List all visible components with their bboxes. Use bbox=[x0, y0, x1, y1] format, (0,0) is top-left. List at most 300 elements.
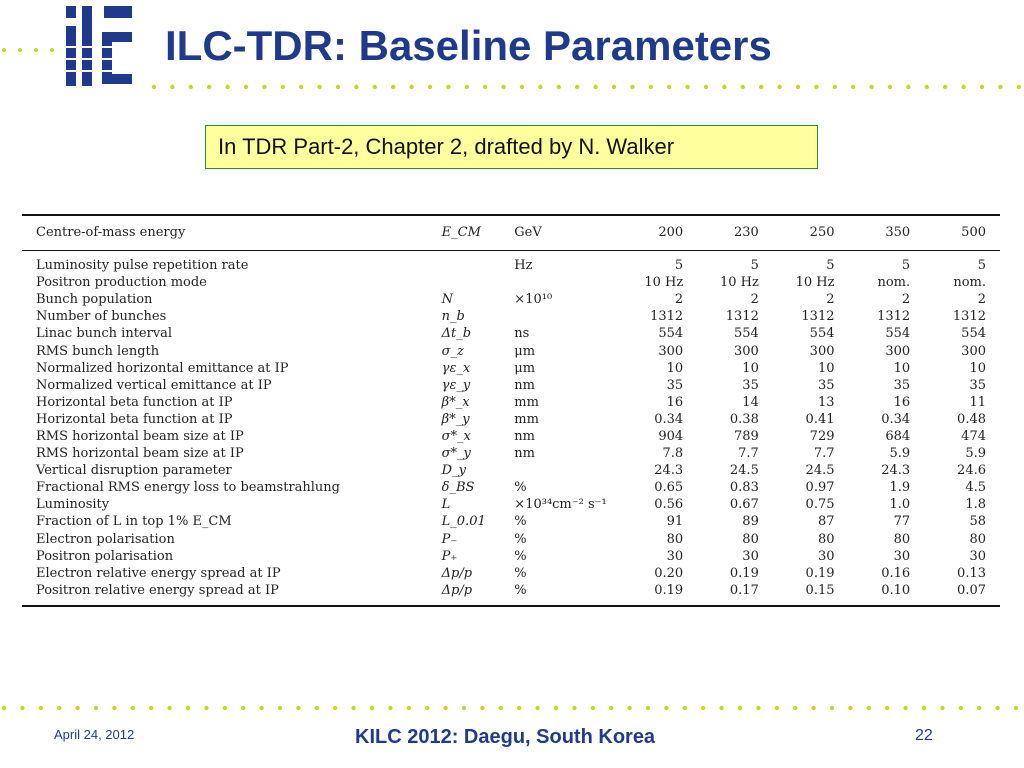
param-value: 4.5 bbox=[965, 480, 986, 496]
param-value: 35 bbox=[666, 377, 684, 393]
table-row bbox=[22, 257, 1000, 274]
param-name: Positron relative energy spread at IP bbox=[36, 582, 279, 598]
param-unit: ×10³⁴cm⁻² s⁻¹ bbox=[514, 497, 607, 513]
param-value: 5 bbox=[901, 258, 911, 274]
param-value: 24.3 bbox=[654, 463, 684, 479]
param-value: 0.19 bbox=[805, 565, 835, 581]
param-value: 24.5 bbox=[729, 463, 759, 479]
dots-decoration bbox=[0, 704, 1024, 712]
param-value: 0.67 bbox=[729, 497, 759, 513]
param-unit: μm bbox=[514, 343, 536, 359]
param-value: 7.8 bbox=[662, 446, 684, 462]
dot bbox=[557, 85, 561, 89]
param-value: 58 bbox=[969, 514, 986, 530]
dot bbox=[2, 706, 6, 710]
param-unit bbox=[514, 308, 607, 325]
param-unit: ×10¹⁰ bbox=[514, 292, 553, 308]
dot bbox=[903, 706, 907, 710]
dot bbox=[867, 706, 871, 710]
dot bbox=[223, 706, 227, 710]
param-symbol: Δp/p bbox=[441, 582, 473, 598]
dot bbox=[94, 706, 98, 710]
param-symbol: σ*_x bbox=[441, 428, 471, 444]
param-value: 0.34 bbox=[881, 411, 911, 427]
param-value: 10 bbox=[817, 360, 835, 376]
dot bbox=[501, 85, 505, 89]
param-name: Fractional RMS energy loss to beamstrahlung bbox=[36, 480, 340, 496]
param-value: 0.41 bbox=[805, 411, 835, 427]
dot bbox=[112, 706, 116, 710]
dot bbox=[1014, 706, 1018, 710]
dot bbox=[925, 85, 929, 89]
param-value: 2 bbox=[977, 292, 986, 308]
dot bbox=[683, 706, 687, 710]
param-value: 1312 bbox=[877, 309, 911, 325]
param-unit: mm bbox=[514, 411, 539, 427]
param-value: nom. bbox=[953, 275, 986, 291]
param-value: 10 bbox=[666, 360, 684, 376]
dot bbox=[388, 706, 392, 710]
dot bbox=[262, 85, 266, 89]
header-value: 200 bbox=[658, 225, 684, 240]
source-note: In TDR Part-2, Chapter 2, drafted by N. Walker bbox=[218, 134, 675, 159]
param-symbol: σ*_y bbox=[441, 446, 471, 462]
footer-dots bbox=[0, 704, 1024, 712]
param-value: 0.65 bbox=[654, 480, 684, 496]
param-value: 10 Hz bbox=[644, 275, 684, 291]
param-unit: % bbox=[514, 480, 527, 496]
param-value: 14 bbox=[742, 394, 759, 410]
table-row bbox=[22, 531, 1000, 548]
param-value: 0.15 bbox=[805, 582, 835, 598]
param-value: 24.5 bbox=[805, 463, 835, 479]
param-name: Number of bunches bbox=[36, 309, 167, 325]
param-unit: % bbox=[514, 582, 527, 598]
dot bbox=[465, 85, 469, 89]
top-left-dots bbox=[0, 46, 60, 54]
param-value: 2 bbox=[826, 292, 835, 308]
dot bbox=[943, 85, 947, 89]
param-value: 0.20 bbox=[654, 565, 684, 581]
param-value: 5.9 bbox=[965, 446, 986, 462]
dot bbox=[704, 85, 708, 89]
dot bbox=[189, 85, 193, 89]
param-value: 0.17 bbox=[729, 582, 759, 598]
dot bbox=[428, 85, 432, 89]
dot bbox=[207, 85, 211, 89]
dot bbox=[391, 85, 395, 89]
param-value: 554 bbox=[961, 326, 986, 342]
dot bbox=[738, 706, 742, 710]
dot bbox=[833, 85, 837, 89]
param-value: 554 bbox=[885, 326, 911, 342]
dot bbox=[296, 706, 300, 710]
dot bbox=[167, 706, 171, 710]
param-name: Electron polarisation bbox=[36, 531, 175, 547]
param-value: 80 bbox=[969, 531, 986, 547]
dot bbox=[888, 85, 892, 89]
param-name: Luminosity pulse repetition rate bbox=[36, 258, 249, 274]
param-unit: nm bbox=[514, 377, 535, 393]
param-value: 30 bbox=[742, 548, 759, 564]
param-symbol: δ_BS bbox=[441, 480, 475, 496]
param-value: 80 bbox=[666, 531, 684, 547]
param-symbol: β*_y bbox=[441, 411, 470, 427]
dot bbox=[170, 85, 174, 89]
param-name: Positron polarisation bbox=[36, 548, 174, 564]
param-value: 2 bbox=[750, 292, 759, 308]
dot bbox=[278, 706, 282, 710]
table-row bbox=[22, 445, 1000, 462]
table-gap-row bbox=[22, 599, 1000, 605]
dot bbox=[572, 706, 576, 710]
param-value: 2 bbox=[901, 292, 911, 308]
param-symbol: P₋ bbox=[441, 531, 458, 547]
param-value: 1312 bbox=[952, 309, 986, 325]
source-note-box bbox=[205, 125, 818, 169]
param-symbol: L bbox=[441, 497, 451, 513]
param-value: 300 bbox=[809, 343, 835, 359]
param-value: 5 bbox=[826, 258, 835, 274]
param-value: 729 bbox=[809, 428, 835, 444]
dot bbox=[649, 85, 653, 89]
param-value: 1.0 bbox=[889, 497, 911, 513]
dot bbox=[959, 706, 963, 710]
dot bbox=[940, 706, 944, 710]
dot bbox=[796, 85, 800, 89]
param-name: Luminosity bbox=[36, 497, 110, 513]
dot bbox=[851, 85, 855, 89]
param-value: 1312 bbox=[801, 309, 835, 325]
dots-decoration bbox=[0, 46, 60, 54]
header-value: 250 bbox=[809, 225, 835, 240]
dot bbox=[777, 85, 781, 89]
dot bbox=[591, 706, 595, 710]
dot bbox=[793, 706, 797, 710]
table-row bbox=[22, 291, 1000, 308]
param-value: 0.10 bbox=[881, 582, 911, 598]
param-unit: ns bbox=[514, 326, 530, 342]
param-value: 2 bbox=[674, 292, 684, 308]
table-row bbox=[22, 513, 1000, 530]
dot bbox=[756, 706, 760, 710]
param-name: Horizontal beta function at IP bbox=[36, 394, 233, 410]
param-unit: mm bbox=[514, 394, 539, 410]
dot bbox=[998, 85, 1002, 89]
dot bbox=[462, 706, 466, 710]
dot bbox=[39, 706, 43, 710]
dot bbox=[20, 706, 24, 710]
param-value: 30 bbox=[817, 548, 835, 564]
param-value: 91 bbox=[666, 514, 684, 530]
dot bbox=[775, 706, 779, 710]
dot bbox=[627, 706, 631, 710]
dot bbox=[480, 706, 484, 710]
param-value: 0.97 bbox=[805, 480, 835, 496]
dot bbox=[722, 85, 726, 89]
param-value: 35 bbox=[742, 377, 759, 393]
dot bbox=[259, 706, 263, 710]
param-value: 77 bbox=[893, 514, 911, 530]
table-row bbox=[22, 496, 1000, 513]
dot bbox=[646, 706, 650, 710]
param-value: nom. bbox=[877, 275, 911, 291]
param-value: 30 bbox=[893, 548, 911, 564]
dot bbox=[409, 85, 413, 89]
dot bbox=[373, 85, 377, 89]
dot bbox=[149, 706, 153, 710]
dot bbox=[204, 706, 208, 710]
param-name: Normalized horizontal emittance at IP bbox=[36, 360, 289, 376]
param-value: 10 bbox=[969, 360, 986, 376]
dot bbox=[520, 85, 524, 89]
dot bbox=[1017, 85, 1021, 89]
dot bbox=[75, 706, 79, 710]
param-value: 554 bbox=[809, 326, 835, 342]
table-row bbox=[22, 479, 1000, 496]
param-value: 35 bbox=[969, 377, 986, 393]
dot bbox=[186, 706, 190, 710]
dot bbox=[612, 85, 616, 89]
header-value: 350 bbox=[885, 225, 911, 240]
dot bbox=[848, 706, 852, 710]
param-value: 10 Hz bbox=[719, 275, 759, 291]
param-value: 7.7 bbox=[813, 446, 835, 462]
dot bbox=[759, 85, 763, 89]
dot bbox=[575, 85, 579, 89]
dot bbox=[299, 85, 303, 89]
param-symbol: N bbox=[441, 292, 454, 308]
param-name: Bunch population bbox=[36, 292, 153, 308]
param-value: 300 bbox=[734, 343, 759, 359]
dot bbox=[152, 85, 156, 89]
dot bbox=[685, 85, 689, 89]
dot bbox=[961, 85, 965, 89]
param-value: 300 bbox=[961, 343, 986, 359]
dot bbox=[317, 85, 321, 89]
dot bbox=[407, 706, 411, 710]
param-symbol: L_0.01 bbox=[441, 514, 486, 530]
param-value: 0.07 bbox=[957, 582, 986, 598]
ilc-logo-icon bbox=[62, 2, 142, 90]
dot bbox=[333, 706, 337, 710]
param-unit: % bbox=[514, 565, 527, 581]
param-value: 300 bbox=[658, 343, 684, 359]
param-value: 16 bbox=[893, 394, 911, 410]
param-value: 24.3 bbox=[881, 463, 911, 479]
dot bbox=[609, 706, 613, 710]
table-row bbox=[22, 308, 1000, 325]
table-row bbox=[22, 342, 1000, 359]
dot bbox=[281, 85, 285, 89]
dot bbox=[517, 706, 521, 710]
param-value: 789 bbox=[734, 428, 759, 444]
table-row bbox=[22, 274, 1000, 291]
table-row bbox=[22, 548, 1000, 565]
param-value: 11 bbox=[969, 394, 986, 410]
param-value: 474 bbox=[961, 428, 986, 444]
dot bbox=[922, 706, 926, 710]
dot bbox=[446, 85, 450, 89]
dots-decoration bbox=[150, 83, 1024, 91]
param-unit: nm bbox=[514, 428, 535, 444]
param-value: 1.8 bbox=[965, 497, 986, 513]
footer-event: KILC 2012: Daegu, South Korea bbox=[355, 726, 656, 748]
dot bbox=[995, 706, 999, 710]
header-name: Centre-of-mass energy bbox=[36, 225, 186, 240]
header-value: 500 bbox=[961, 225, 986, 240]
param-name: Electron relative energy spread at IP bbox=[36, 565, 281, 581]
param-value: 0.56 bbox=[654, 497, 684, 513]
param-value: 904 bbox=[658, 428, 684, 444]
dot bbox=[244, 85, 248, 89]
dot bbox=[538, 85, 542, 89]
param-value: 80 bbox=[817, 531, 835, 547]
param-value: 89 bbox=[742, 514, 759, 530]
dot bbox=[370, 706, 374, 710]
param-value: 0.38 bbox=[729, 411, 759, 427]
param-value: 24.6 bbox=[957, 463, 986, 479]
title-underline-dots bbox=[150, 83, 1024, 91]
param-value: 10 bbox=[742, 360, 759, 376]
dot bbox=[483, 85, 487, 89]
param-unit bbox=[514, 274, 607, 291]
dot bbox=[554, 706, 558, 710]
param-value: 35 bbox=[893, 377, 911, 393]
param-value: 13 bbox=[817, 394, 835, 410]
table-row bbox=[22, 394, 1000, 411]
param-symbol: Δp/p bbox=[441, 565, 473, 581]
param-value: 1.9 bbox=[889, 480, 911, 496]
footer-date: April 24, 2012 bbox=[54, 727, 135, 742]
param-name: RMS horizontal beam size at IP bbox=[36, 428, 244, 444]
param-value: 300 bbox=[885, 343, 911, 359]
param-value: 5 bbox=[674, 258, 684, 274]
param-value: 10 Hz bbox=[795, 275, 835, 291]
table-header-row bbox=[22, 216, 1000, 251]
dot bbox=[741, 85, 745, 89]
param-symbol: Δt_b bbox=[441, 326, 472, 342]
table-row bbox=[22, 360, 1000, 377]
param-value: 87 bbox=[817, 514, 835, 530]
param-value: 5.9 bbox=[889, 446, 911, 462]
param-value: 1312 bbox=[650, 309, 684, 325]
table-row bbox=[22, 582, 1000, 599]
param-value: 0.75 bbox=[805, 497, 835, 513]
header-unit: GeV bbox=[514, 225, 542, 240]
param-unit: % bbox=[514, 514, 527, 530]
param-value: 80 bbox=[742, 531, 759, 547]
dot bbox=[814, 85, 818, 89]
param-unit: % bbox=[514, 531, 527, 547]
table-row bbox=[22, 428, 1000, 445]
table-row bbox=[22, 462, 1000, 479]
dot bbox=[351, 706, 355, 710]
param-value: 0.34 bbox=[654, 411, 684, 427]
dot bbox=[664, 706, 668, 710]
param-value: 10 bbox=[893, 360, 911, 376]
dot bbox=[701, 706, 705, 710]
param-value: 684 bbox=[885, 428, 911, 444]
param-symbol: D_y bbox=[441, 463, 466, 479]
param-value: 80 bbox=[893, 531, 911, 547]
param-value: 30 bbox=[666, 548, 684, 564]
dot bbox=[315, 706, 319, 710]
param-name: Horizontal beta function at IP bbox=[36, 411, 233, 427]
param-value: 5 bbox=[977, 258, 986, 274]
param-unit: Hz bbox=[514, 258, 533, 274]
param-name: Linac bunch interval bbox=[36, 326, 173, 342]
dot bbox=[131, 706, 135, 710]
param-name: RMS bunch length bbox=[36, 343, 160, 359]
param-name: Vertical disruption parameter bbox=[36, 463, 232, 479]
param-value: 554 bbox=[658, 326, 684, 342]
page-number: 22 bbox=[915, 727, 933, 744]
dot bbox=[885, 706, 889, 710]
dot bbox=[443, 706, 447, 710]
param-symbol: γε_x bbox=[441, 360, 471, 376]
param-value: 1312 bbox=[725, 309, 759, 325]
param-symbol: P₊ bbox=[441, 548, 458, 564]
header-symbol: E_CM bbox=[441, 225, 481, 240]
dot bbox=[977, 706, 981, 710]
param-unit: nm bbox=[514, 446, 535, 462]
param-name: Normalized vertical emittance at IP bbox=[36, 377, 272, 393]
param-value: 554 bbox=[734, 326, 759, 342]
slide-title: ILC-TDR: Baseline Parameters bbox=[165, 22, 772, 69]
dot bbox=[225, 85, 229, 89]
dot bbox=[593, 85, 597, 89]
dot bbox=[630, 85, 634, 89]
param-symbol: β*_x bbox=[441, 394, 470, 410]
param-name: Fraction of L in top 1% E_CM bbox=[36, 514, 232, 530]
param-unit: μm bbox=[514, 360, 536, 376]
param-value: 0.16 bbox=[881, 565, 911, 581]
param-value: 0.19 bbox=[654, 582, 684, 598]
param-value: 0.19 bbox=[729, 565, 759, 581]
dot bbox=[830, 706, 834, 710]
param-value: 0.83 bbox=[729, 480, 759, 496]
table-row bbox=[22, 565, 1000, 582]
param-unit bbox=[514, 462, 607, 479]
param-value: 16 bbox=[666, 394, 684, 410]
dot bbox=[425, 706, 429, 710]
param-value: 5 bbox=[750, 258, 759, 274]
dot bbox=[719, 706, 723, 710]
param-symbol: γε_y bbox=[441, 377, 471, 393]
param-symbol: σ_z bbox=[441, 343, 464, 359]
param-name: RMS horizontal beam size at IP bbox=[36, 446, 244, 462]
param-value: 7.7 bbox=[738, 446, 759, 462]
dot bbox=[906, 85, 910, 89]
param-symbol: n_b bbox=[441, 309, 465, 325]
dot bbox=[667, 85, 671, 89]
dot bbox=[336, 85, 340, 89]
param-symbol bbox=[442, 274, 515, 291]
dot bbox=[980, 85, 984, 89]
dot bbox=[499, 706, 503, 710]
param-value: 0.13 bbox=[957, 565, 986, 581]
param-value: 0.48 bbox=[957, 411, 986, 427]
param-value: 35 bbox=[817, 377, 835, 393]
param-unit: % bbox=[514, 548, 527, 564]
table-row bbox=[22, 377, 1000, 394]
dot bbox=[811, 706, 815, 710]
header-value: 230 bbox=[734, 225, 759, 240]
table-row bbox=[22, 411, 1000, 428]
baseline-parameters-table bbox=[22, 214, 1000, 607]
dot bbox=[869, 85, 873, 89]
